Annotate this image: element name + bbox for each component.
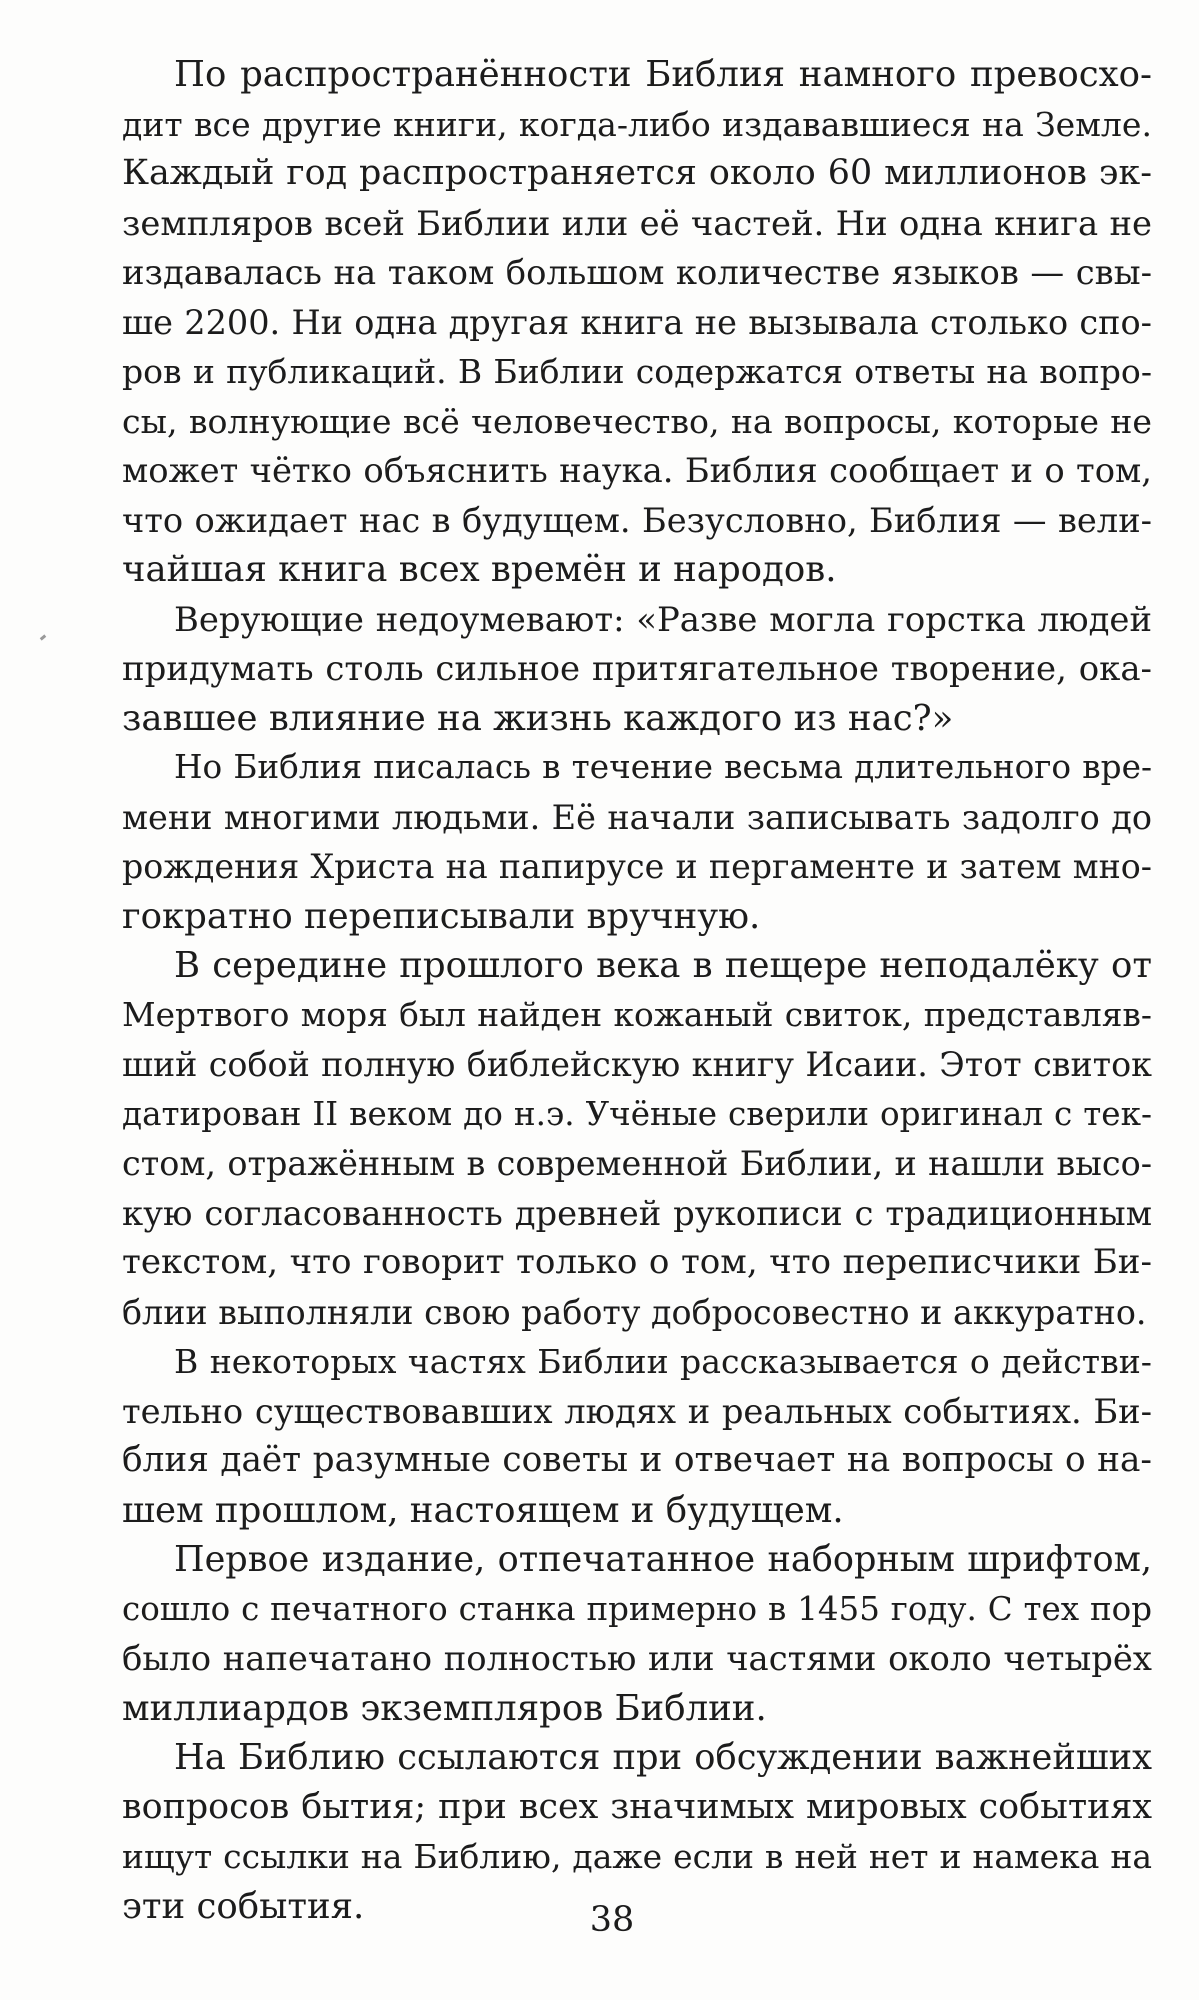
text-line: было напечатано полностью или частями около четырёх [122, 1639, 1152, 1678]
paragraph [122, 743, 1152, 941]
text-line: завшее влияние на жизнь каждого из нас?» [122, 697, 954, 739]
text-line: мени многими людьми. Её начали записывать задолго до [122, 797, 1152, 837]
text-line: Верующие недоумевают: «Разве могла горстка людей [174, 599, 1152, 639]
text-line: издавалась на таком большом количестве языков — свы- [122, 253, 1152, 292]
text-line: текстом, что говорит только о том, что переписчики Би- [122, 1242, 1152, 1282]
text-line: ше 2200. Ни одна другая книга не вызывала столько спо- [122, 302, 1152, 342]
text-line: Каждый год распространяется около 60 миллионов эк- [122, 153, 1152, 193]
text-line: ищут ссылки на Библию, даже если в ней нет и намека на [122, 1837, 1152, 1876]
page-number: 38 [589, 1900, 635, 1940]
text-line: Первое издание, отпечатанное наборным шрифтом, [174, 1539, 1152, 1580]
text-line: миллиардов экземпляров Библии. [122, 1687, 767, 1729]
text-line: эти события. [122, 1885, 365, 1927]
text-line: В некоторых частях Библии рассказывается о действи- [174, 1342, 1152, 1381]
print-speck [40, 634, 47, 640]
text-line: рождения Христа на папирусе и пергаменте и затем мно- [122, 847, 1152, 886]
text-line: кую согласованность древней рукописи с традиционным [122, 1193, 1152, 1233]
text-line: что ожидает нас в будущем. Безусловно, Библия — вели- [122, 500, 1152, 540]
paragraph [122, 50, 1152, 595]
paragraph [122, 595, 1152, 744]
text-line: придумать столь сильное притягательное творение, ока- [122, 649, 1152, 688]
text-line: гократно переписывали вручную. [122, 895, 761, 937]
text-line: шем прошлом, настоящем и будущем. [122, 1489, 844, 1531]
text-line: может чётко объяснить наука. Библия сообщает и о том, [122, 451, 1152, 490]
text-line: датирован II веком до н.э. Учёные сверили оригинал с тек- [122, 1094, 1152, 1133]
paragraph [122, 1337, 1152, 1535]
text-line: сошло с печатного станка примерно в 1455 году. С тех пор [122, 1589, 1152, 1628]
paragraph [122, 1535, 1152, 1733]
text-line: блия даёт разумные советы и отвечает на вопросы о на- [122, 1440, 1152, 1480]
text-line: сы, волнующие всё человечество, на вопросы, которые не [122, 401, 1152, 441]
paragraph [122, 941, 1152, 1337]
text-line: В середине прошлого века в пещере неподалёку от [174, 945, 1152, 986]
text-line: тельно существовавших людях и реальных событиях. Би- [122, 1391, 1152, 1431]
text-line: дит все другие книги, когда-либо издававшиеся на Земле. [122, 104, 1152, 144]
text-line: чайшая книга всех времён и народов. [122, 549, 837, 590]
text-line: земпляров всей Библии или её частей. Ни одна книга не [122, 203, 1152, 243]
text-line: стом, отражённым в современной Библии, и нашли высо- [122, 1144, 1152, 1183]
text-line: Но Библия писалась в течение весьма длительного вре- [174, 748, 1152, 786]
text-line: По распространённости Библия намного превосхо- [174, 54, 1152, 95]
text-line: ров и публикаций. В Библии содержатся ответы на вопро- [122, 352, 1152, 391]
text-line: ший собой полную библейскую книгу Исаии. Этот свиток [122, 1045, 1152, 1084]
text-line: Мертвого моря был найден кожаный свиток, представляв- [122, 995, 1152, 1034]
text-line: блии выполняли свою работу добросовестно и аккуратно. [122, 1292, 1147, 1332]
body-text [122, 50, 1152, 1931]
text-line: На Библию ссылаются при обсуждении важнейших [174, 1737, 1152, 1778]
text-line: вопросов бытия; при всех значимых мировых событиях [122, 1786, 1152, 1827]
